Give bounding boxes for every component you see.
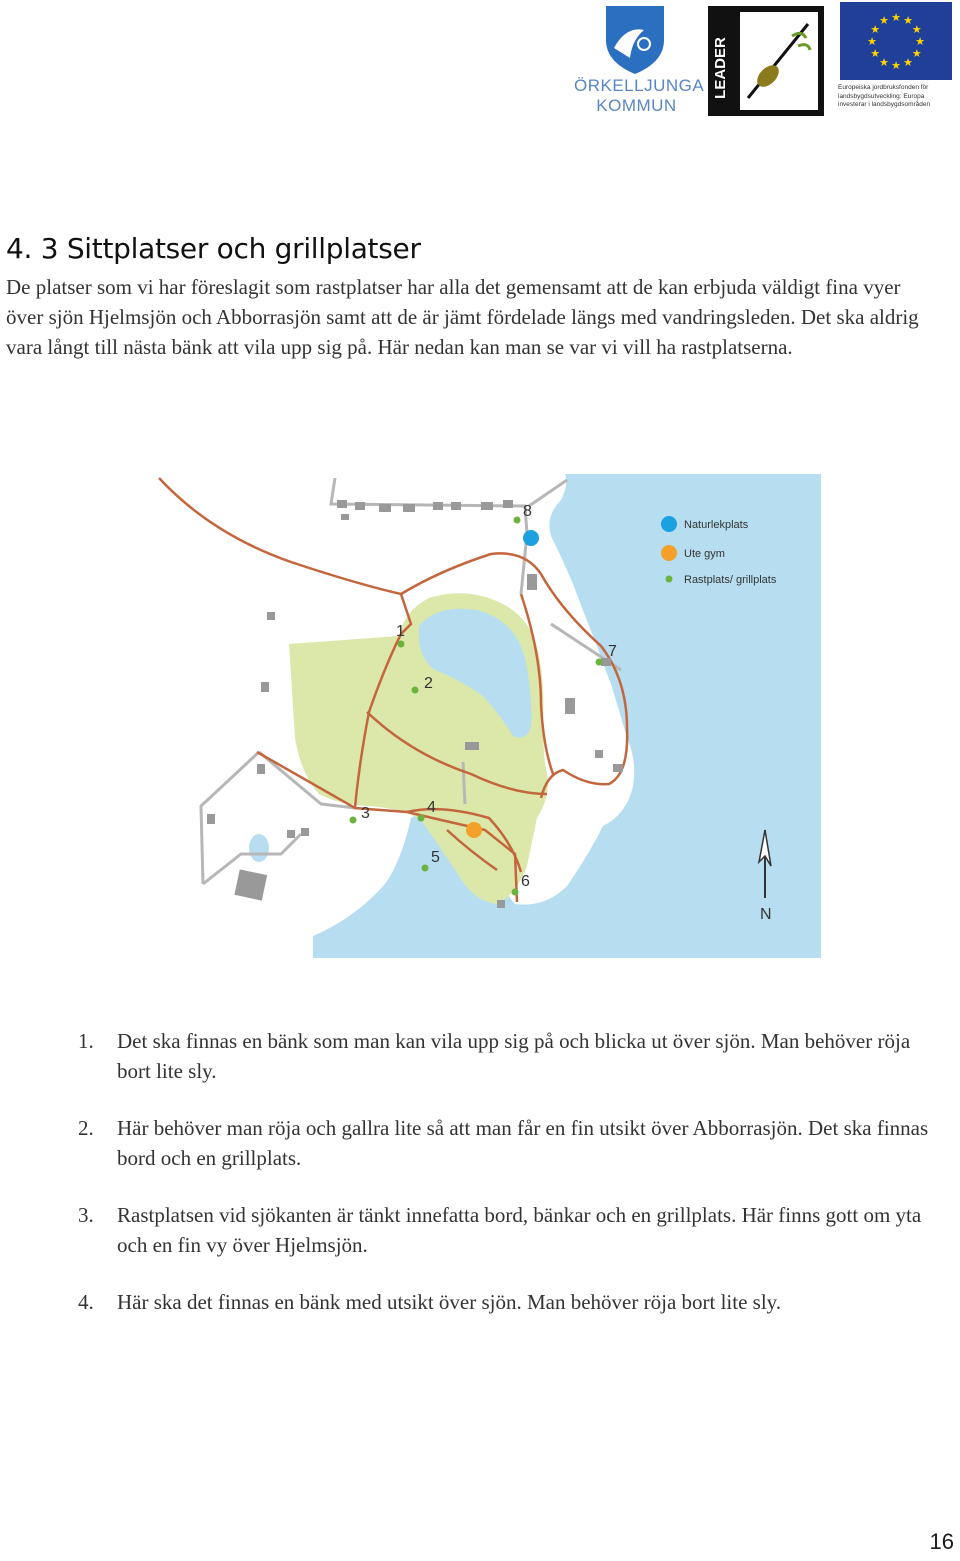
rest-point-1-label: 1 — [396, 623, 405, 640]
legend-rest-point: Rastplats/ grillplats — [684, 574, 777, 586]
rest-point-3-label: 3 — [361, 805, 370, 822]
list-item-text: Här ska det finnas en bänk med utsikt över sjön. Man behöver röja bort lite sly. — [117, 1290, 782, 1314]
eu-flag-icon — [838, 2, 956, 82]
leader-logo — [708, 6, 824, 116]
list-item-text: Rastplatsen vid sjökanten är tänkt innefatta bord, bänkar och en grillplats. Här finns gott om yta och en fin vy över Hjelmsjön. — [117, 1203, 922, 1257]
eu-star-icon: ★ — [915, 35, 925, 48]
list-item — [78, 1287, 948, 1317]
rest-point-7-label: 7 — [608, 643, 617, 660]
legend-outdoor-gym: Ute gym — [684, 548, 725, 560]
list-item — [78, 1026, 948, 1086]
eu-caption-line-3: investerar i landsbygdsområden — [838, 101, 931, 108]
rest-point-5-dot — [422, 865, 429, 872]
rest-point-5-label: 5 — [431, 849, 440, 866]
list-item-text: Det ska finnas en bänk som man kan vila upp sig på och blicka ut över sjön. Man behöver röja bort lite sly. — [117, 1029, 911, 1083]
intro-paragraph: De platser som vi har föreslagit som rastplatser har alla det gemensamt att de kan erbjuda väldigt fina vyer över sjön Hjelmsjön och Abborrasjön samt att de är jämt fördelade längs med vandringsleden. Det ska aldrig vara långt till nästa bänk att vila upp sig på. Här nedan kan man se var vi vill ha rastplatserna. — [6, 275, 919, 359]
north-label: N — [760, 906, 772, 923]
header-logos — [570, 0, 960, 125]
rest-point-8-label: 8 — [523, 503, 532, 520]
trail-map — [141, 474, 821, 958]
municipality-name — [574, 76, 705, 116]
list-item — [78, 1113, 948, 1173]
rest-point-6-label: 6 — [521, 873, 530, 890]
list-item-number: 2. — [78, 1116, 94, 1140]
section-heading: 4. 3 Sittplatser och grillplatser — [6, 232, 421, 265]
rest-point-2-label: 2 — [424, 675, 433, 692]
eu-star-icon: ★ — [911, 47, 922, 60]
eu-star-icon: ★ — [891, 11, 901, 24]
rest-point-4-label: 4 — [427, 799, 436, 816]
eu-logo — [838, 2, 956, 122]
eu-star-icon: ★ — [870, 47, 881, 60]
list-item-text: Här behöver man röja och gallra lite så att man får en fin utsikt över Abborrasjön. Det ska finnas bord och en grillplats. — [117, 1116, 929, 1170]
rest-point-7-dot — [596, 659, 603, 666]
municipality-name-line-2: KOMMUN — [596, 96, 677, 115]
eu-star-icon: ★ — [891, 59, 901, 72]
eu-caption-line-1: Europeiska jordbruksfonden för — [838, 84, 929, 91]
eu-caption-line-2: landsbygdsutveckling: Europa — [838, 92, 925, 100]
nature-playground-marker — [523, 530, 539, 546]
rest-point-list — [78, 1026, 948, 1344]
rest-point-1-dot — [398, 641, 405, 648]
rest-point-8-dot — [514, 517, 521, 524]
eu-caption — [838, 84, 958, 110]
list-item-number: 4. — [78, 1290, 94, 1314]
eu-star-icon: ★ — [879, 55, 889, 69]
legend-outdoor-gym-icon — [661, 545, 677, 561]
eu-star-icon: ★ — [903, 14, 913, 28]
legend-rest-point-icon — [666, 576, 673, 583]
page-number: 16 — [929, 1529, 954, 1554]
eu-star-icon: ★ — [911, 23, 922, 36]
municipality-shield-icon — [570, 0, 700, 78]
outdoor-gym-marker — [466, 822, 482, 838]
eu-star-icon: ★ — [879, 14, 889, 28]
municipality-name-line-1: ÖRKELLJUNGA — [574, 76, 705, 95]
list-item — [78, 1200, 948, 1260]
eu-star-icon: ★ — [867, 35, 877, 48]
orkelljunga-kommun-logo — [570, 0, 705, 120]
rest-point-3-dot — [350, 817, 357, 824]
legend-nature-playground: Naturlekplats — [684, 519, 749, 531]
list-item-number: 3. — [78, 1203, 94, 1227]
legend-nature-playground-icon — [661, 516, 677, 532]
rest-point-6-dot — [512, 889, 519, 896]
rest-point-2-dot — [412, 687, 419, 694]
small-pond — [249, 834, 269, 862]
eu-star-icon: ★ — [870, 23, 881, 36]
eu-star-icon: ★ — [903, 55, 913, 69]
rest-point-4-dot — [418, 815, 425, 822]
leader-text: LEADER — [712, 37, 729, 99]
list-item-number: 1. — [78, 1029, 94, 1053]
